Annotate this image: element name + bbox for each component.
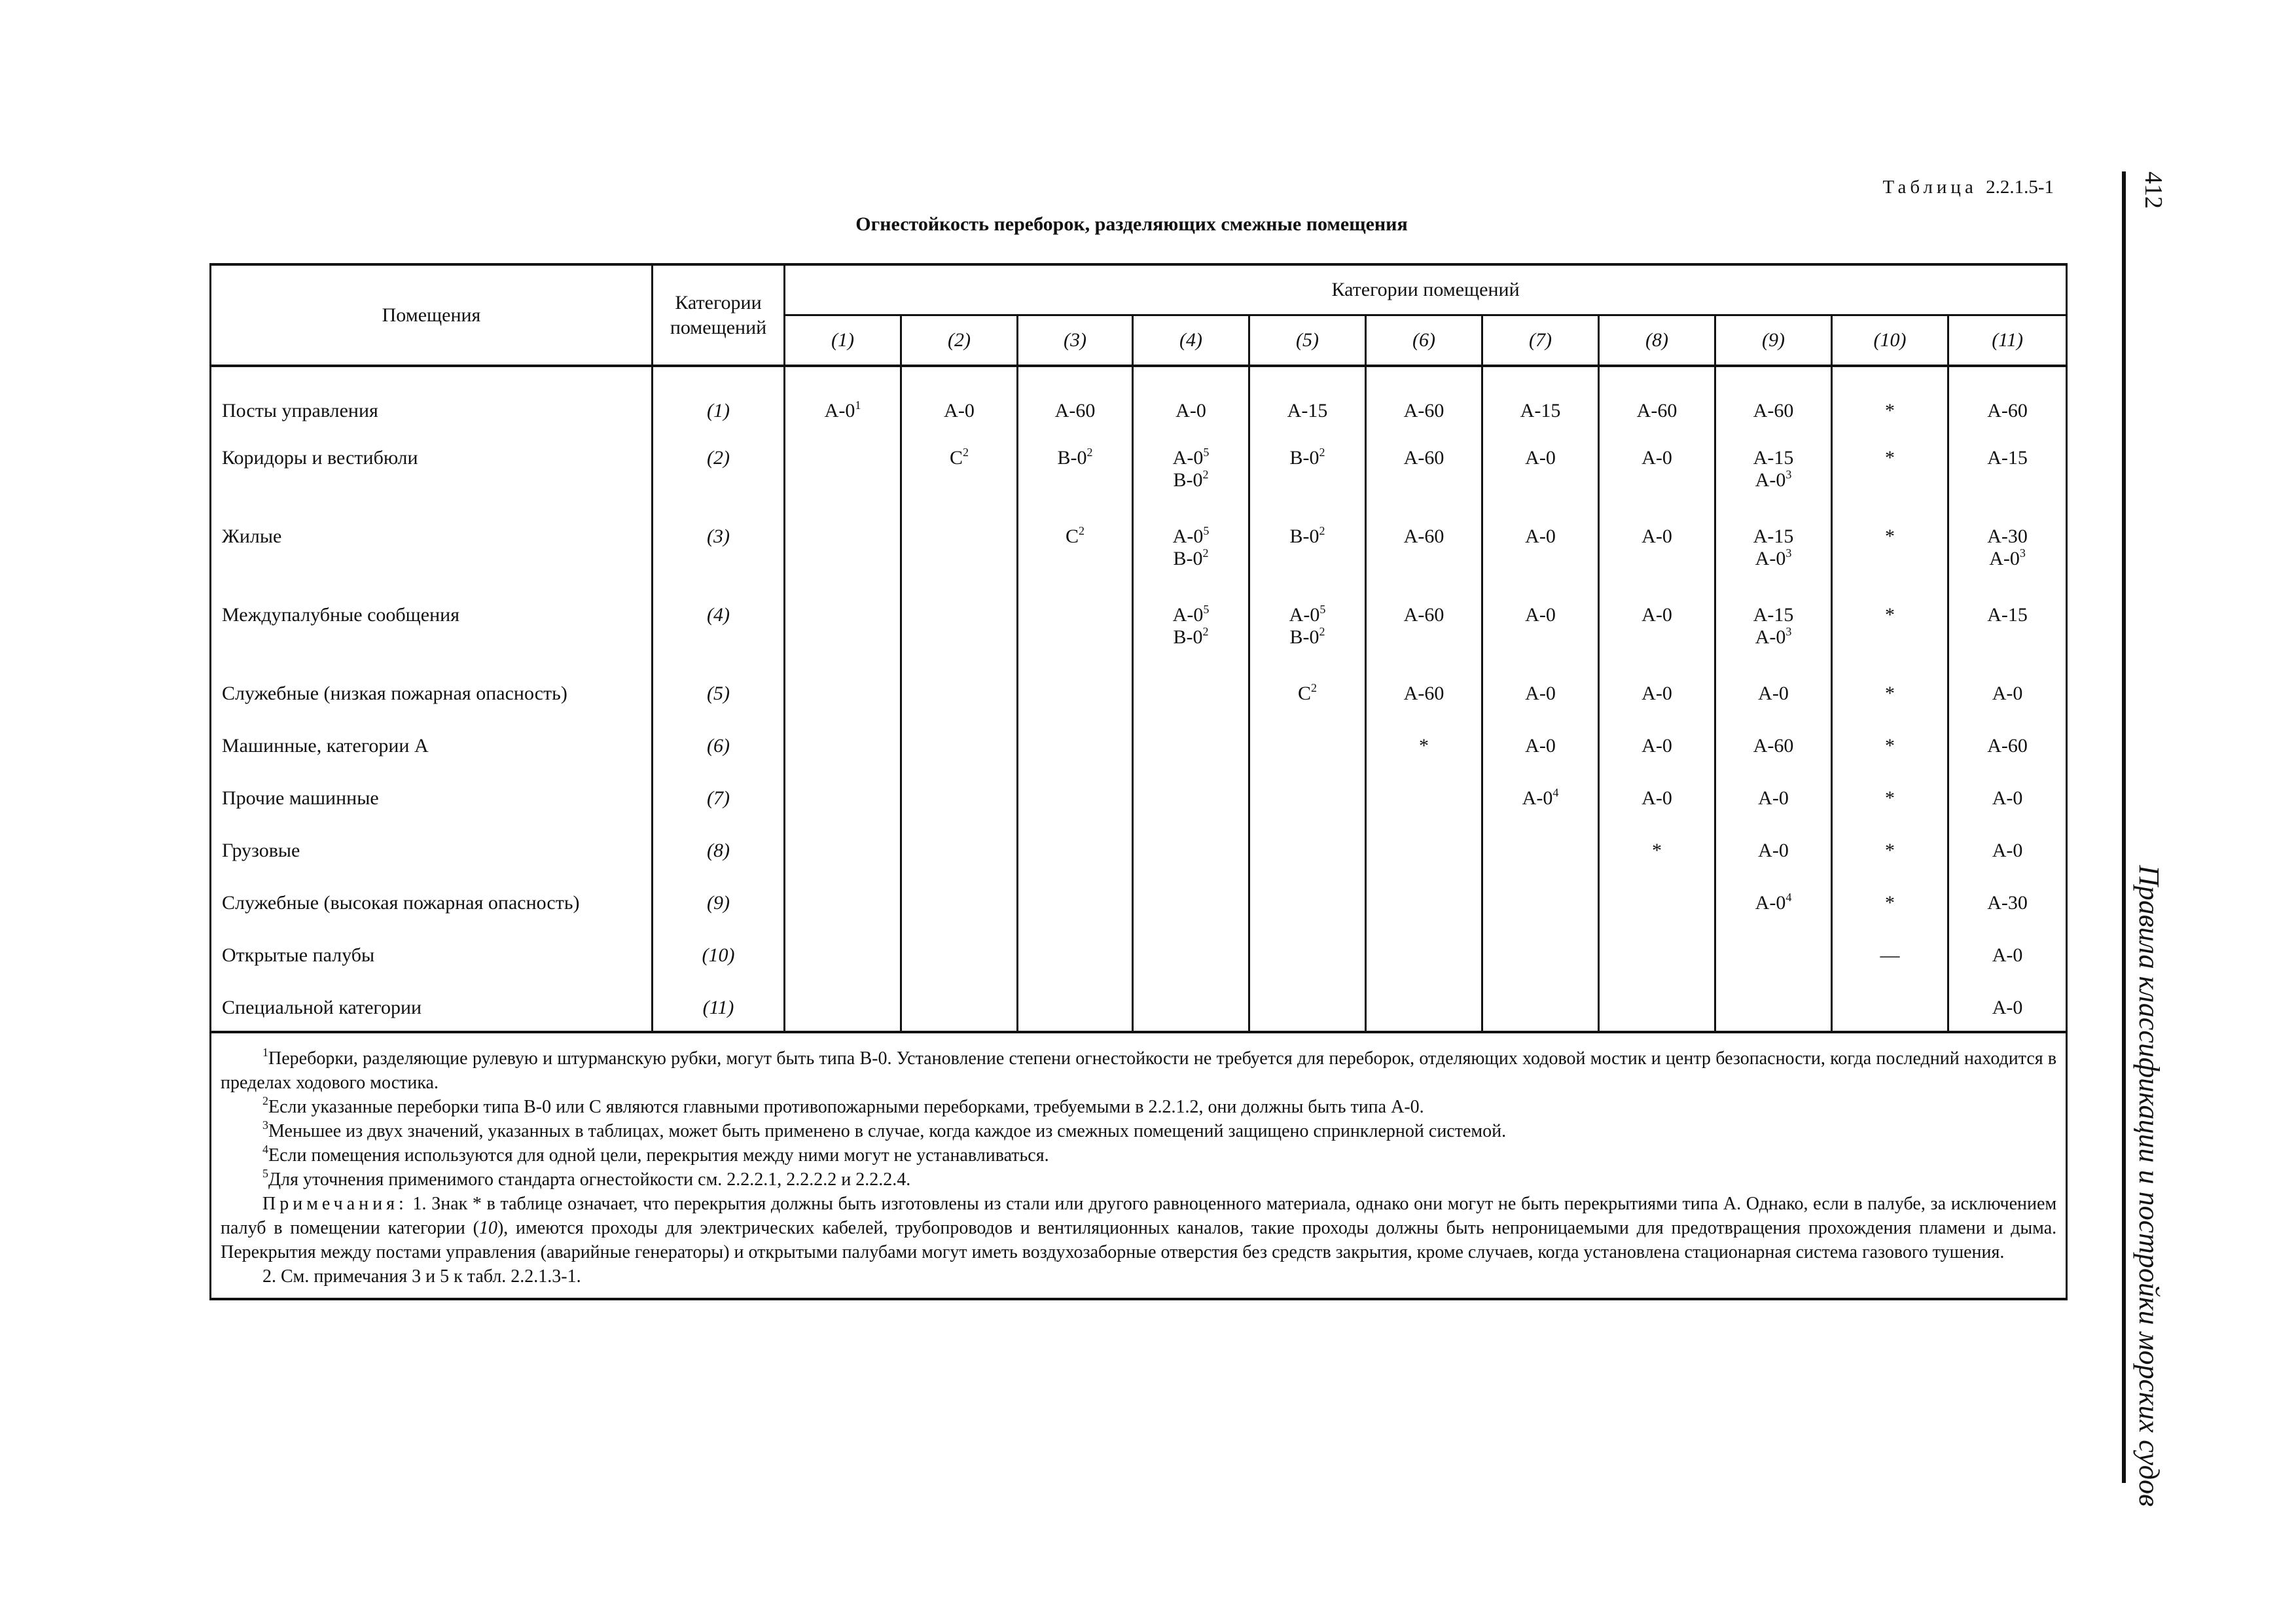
- notes-block: [211, 1032, 2067, 1299]
- fire-rating-cell: [1018, 437, 1133, 515]
- fire-rating-cell: [1599, 882, 1715, 934]
- column-header: (8): [1599, 315, 1715, 366]
- fire-rating-cell: [1249, 829, 1366, 882]
- fire-rating-cell: [1948, 934, 2067, 986]
- fire-rating-value: A-0: [1641, 735, 1672, 757]
- room-category: (8): [653, 829, 785, 882]
- fire-rating-cell: [1249, 777, 1366, 829]
- footnote-text: Если помещения используются для одной цели, перекрытия между ними могут не устанавливаться.: [268, 1145, 1049, 1166]
- fire-rating-value: A-15: [1520, 400, 1561, 421]
- fire-rating-cell: [1715, 882, 1832, 934]
- fire-rating-value: A-60: [1403, 447, 1444, 469]
- fire-rating-cell: [901, 594, 1018, 672]
- footnote-ref: 5: [1203, 603, 1210, 616]
- fire-rating-cell: [1482, 777, 1599, 829]
- fire-rating-value: A-0: [1758, 840, 1789, 861]
- fire-rating-cell: [1482, 724, 1599, 777]
- fire-rating-cell: [1133, 724, 1249, 777]
- column-header: (11): [1948, 315, 2067, 366]
- fire-rating-cell: [1715, 672, 1832, 724]
- fire-rating-value: A-0: [1525, 447, 1556, 469]
- room-name: Междупалубные сообщения: [211, 594, 653, 672]
- room-name: Служебные (высокая пожарная опасность): [211, 882, 653, 934]
- fire-rating-cell: [901, 672, 1018, 724]
- fire-rating-cell: [1599, 777, 1715, 829]
- footnote-text: Переборки, разделяющие рулевую и штурманскую рубки, могут быть типа B-0. Установление степени огнестойкости не требуется для переборок, отделяющих ходовой мостик и центр безопасности, когда последний находится в пределах ходового мостика.: [221, 1048, 2057, 1093]
- spacer-row: [211, 366, 2067, 384]
- fire-rating-cell: [1133, 829, 1249, 882]
- footnote-ref: 2: [1319, 625, 1325, 638]
- fire-rating-cell: [785, 882, 901, 934]
- fire-rating-value: *: [1885, 447, 1895, 469]
- room-category: (3): [653, 515, 785, 594]
- fire-rating-value: A-15: [1287, 400, 1328, 421]
- fire-rating-cell: [1715, 986, 1832, 1032]
- fire-rating-value: *: [1885, 787, 1895, 809]
- fire-rating-cell: [1018, 594, 1133, 672]
- footnote: [221, 1046, 2056, 1095]
- fire-rating-cell: [1366, 934, 1482, 986]
- fire-rating-cell: [785, 829, 901, 882]
- fire-rating-value-alt: B-0: [1289, 626, 1319, 648]
- fire-rating-value: A-0: [944, 400, 975, 421]
- fire-rating-cell: [1133, 594, 1249, 672]
- fire-rating-value: *: [1885, 400, 1895, 421]
- room-name: Служебные (низкая пожарная опасность): [211, 672, 653, 724]
- fire-rating-value: C: [1065, 526, 1079, 547]
- fire-rating-cell: [1832, 384, 1948, 437]
- fire-rating-cell: [785, 437, 901, 515]
- fire-rating-cell: [1249, 882, 1366, 934]
- fire-rating-value: A-0: [1641, 787, 1672, 809]
- fire-rating-cell: [1948, 882, 2067, 934]
- fire-rating-cell: [1948, 724, 2067, 777]
- table-label: [1741, 177, 2054, 198]
- room-name: Коридоры и вестибюли: [211, 437, 653, 515]
- fire-rating-value: A-0: [1175, 400, 1206, 421]
- fire-rating-value: *: [1885, 735, 1895, 757]
- fire-rating-value-alt: A-0: [1989, 548, 2020, 569]
- fire-rating-cell: [1832, 515, 1948, 594]
- fire-rating-value: A-0: [1289, 604, 1320, 626]
- footnote-ref: 3: [1785, 468, 1792, 481]
- notes-label: Примечания:: [262, 1194, 408, 1214]
- table-row: [211, 437, 2067, 515]
- fire-rating-cell: [1366, 724, 1482, 777]
- fire-rating-value: A-0: [1992, 683, 2023, 704]
- fire-rating-cell: [1249, 594, 1366, 672]
- footnote-ref: 5: [1319, 603, 1326, 616]
- fire-rating-cell: [1018, 777, 1133, 829]
- fire-rating-value: A-30: [1987, 526, 2028, 547]
- fire-rating-cell: [1948, 672, 2067, 724]
- fire-rating-cell: [1366, 986, 1482, 1032]
- footnote-number: 1: [262, 1046, 268, 1059]
- fire-rating-value: A-15: [1753, 604, 1794, 626]
- fire-rating-value: *: [1885, 604, 1895, 626]
- fire-rating-cell: [1482, 934, 1599, 986]
- note-1-after: ), имеются проходы для электрических кабелей, трубопроводов и вентиляционных каналов, такие проходы должны быть непроницаемыми для предотвращения прохождения пламени и дыма. Перекрытия между постами управления (аварийные генераторы) и открытыми палубами могут иметь воздухозаборные отверстия без средств закрытия, кроме случаев, когда установлена стационарная система газового тушения.: [221, 1218, 2057, 1262]
- fire-rating-value: A-60: [1054, 400, 1096, 421]
- header-categories-line2: помещений: [670, 316, 767, 338]
- footnote: [221, 1168, 2056, 1192]
- footnote: [221, 1143, 2056, 1168]
- fire-rating-cell: [1133, 437, 1249, 515]
- fire-rating-cell: [1249, 672, 1366, 724]
- fire-rating-cell: [1832, 594, 1948, 672]
- fire-rating-value: A-60: [1987, 735, 2028, 757]
- fire-rating-value: A-15: [1753, 447, 1794, 469]
- fire-rating-value: A-0: [1992, 840, 2023, 861]
- header-categories-span: Категории помещений: [785, 264, 2067, 315]
- note-2: 2. См. примечания 3 и 5 к табл. 2.2.1.3-1.: [262, 1266, 581, 1287]
- fire-rating-cell: [1948, 515, 2067, 594]
- header-categories: [653, 264, 785, 366]
- fire-rating-value: A-60: [1987, 400, 2028, 421]
- footnote-ref: 2: [1202, 468, 1209, 481]
- fire-rating-value: A-0: [1525, 526, 1556, 547]
- fire-rating-cell: [1249, 934, 1366, 986]
- footnote-text: Меньшее из двух значений, указанных в таблицах, может быть применено в случае, когда каждое из смежных помещений защищено спринклерной системой.: [268, 1121, 1507, 1141]
- room-name: Машинные, категории А: [211, 724, 653, 777]
- footnote-ref: 2: [1319, 446, 1325, 459]
- table-row: [211, 986, 2067, 1032]
- footnote-number: 5: [262, 1167, 268, 1180]
- fire-rating-cell: [1482, 882, 1599, 934]
- fire-rating-cell: [785, 515, 901, 594]
- fire-rating-cell: [1018, 384, 1133, 437]
- footnote-ref: 2: [1202, 625, 1209, 638]
- fire-rating-value: A-0: [1172, 447, 1204, 469]
- fire-rating-cell: [1715, 515, 1832, 594]
- fire-rating-value: C: [1297, 683, 1311, 704]
- note-1-before: 1. Знак * в таблице означает, что перекрытия должны быть изготовлены из стали или другого равноценного материала, однако они могут не быть перекрытиями типа А. Однако, если в палубе, за исключением палуб в помещении категории (: [221, 1194, 2057, 1238]
- fire-rating-cell: [1599, 515, 1715, 594]
- fire-rating-cell: [1832, 672, 1948, 724]
- fire-rating-cell: [785, 724, 901, 777]
- fire-rating-value: A-0: [1172, 604, 1204, 626]
- fire-rating-cell: [901, 934, 1018, 986]
- room-category: (10): [653, 934, 785, 986]
- fire-rating-cell: [1249, 986, 1366, 1032]
- page-number: 412: [2140, 171, 2167, 209]
- fire-rating-cell: [1018, 986, 1133, 1032]
- fire-rating-cell: [901, 777, 1018, 829]
- fire-rating-cell: [785, 672, 901, 724]
- column-header: (4): [1133, 315, 1249, 366]
- fire-resistance-table: [209, 263, 2068, 1300]
- room-category: (4): [653, 594, 785, 672]
- table-title: Огнестойкость переборок, разделяющих смежные помещения: [855, 213, 1408, 235]
- fire-rating-cell: [785, 594, 901, 672]
- fire-rating-value: C: [949, 447, 963, 469]
- fire-rating-cell: [1133, 672, 1249, 724]
- fire-rating-cell: [1599, 934, 1715, 986]
- fire-rating-cell: [1482, 437, 1599, 515]
- room-category: (5): [653, 672, 785, 724]
- fire-rating-value: A-0: [1758, 683, 1789, 704]
- fire-rating-cell: [1832, 724, 1948, 777]
- column-header: (6): [1366, 315, 1482, 366]
- fire-rating-cell: [785, 777, 901, 829]
- table-label-number: 2.2.1.5-1: [1986, 177, 2054, 198]
- fire-rating-value: A-0: [1992, 997, 2023, 1018]
- fire-rating-value: A-0: [1641, 526, 1672, 547]
- room-name: Жилые: [211, 515, 653, 594]
- fire-rating-value: A-60: [1636, 400, 1677, 421]
- fire-rating-value-alt: A-0: [1755, 469, 1786, 491]
- fire-rating-value: A-60: [1403, 683, 1444, 704]
- fire-rating-value-alt: B-0: [1173, 548, 1203, 569]
- column-header: (10): [1832, 315, 1948, 366]
- fire-rating-value: —: [1880, 944, 1900, 966]
- fire-rating-cell: [1018, 672, 1133, 724]
- fire-rating-cell: [1948, 437, 2067, 515]
- footnote-ref: 2: [1079, 524, 1085, 537]
- footnote-ref: 2: [1086, 446, 1093, 459]
- column-header: (9): [1715, 315, 1832, 366]
- fire-rating-cell: [1948, 594, 2067, 672]
- fire-rating-value: B-0: [1289, 526, 1319, 547]
- fire-rating-value: A-0: [1522, 787, 1553, 809]
- fire-rating-cell: [1599, 437, 1715, 515]
- fire-rating-value: A-0: [1992, 944, 2023, 966]
- footnote-ref: 4: [1552, 786, 1559, 799]
- footnote-ref: 4: [1785, 891, 1792, 904]
- fire-rating-cell: [1599, 384, 1715, 437]
- fire-rating-value: A-0: [1525, 604, 1556, 626]
- fire-rating-value: A-0: [1992, 787, 2023, 809]
- fire-rating-cell: [1715, 777, 1832, 829]
- room-category: (9): [653, 882, 785, 934]
- fire-rating-value: *: [1885, 840, 1895, 861]
- fire-rating-value: A-0: [824, 400, 855, 421]
- fire-rating-value: B-0: [1289, 447, 1319, 469]
- fire-rating-value: A-60: [1403, 604, 1444, 626]
- table-row: [211, 384, 2067, 437]
- fire-rating-cell: [901, 515, 1018, 594]
- fire-rating-cell: [1018, 882, 1133, 934]
- footnote-number: 3: [262, 1118, 268, 1132]
- fire-rating-cell: [1599, 672, 1715, 724]
- fire-rating-cell: [1715, 384, 1832, 437]
- fire-rating-cell: [1599, 594, 1715, 672]
- fire-rating-cell: [1832, 934, 1948, 986]
- footnote-ref: 5: [1203, 524, 1210, 537]
- fire-rating-cell: [1133, 515, 1249, 594]
- room-category: (1): [653, 384, 785, 437]
- fire-rating-cell: [1366, 437, 1482, 515]
- room-name: Грузовые: [211, 829, 653, 882]
- fire-rating-value-alt: B-0: [1173, 626, 1203, 648]
- fire-rating-cell: [1366, 672, 1482, 724]
- footnote-ref: 3: [1785, 546, 1792, 560]
- footnote-number: 2: [262, 1094, 268, 1107]
- fire-rating-cell: [1832, 829, 1948, 882]
- fire-rating-cell: [1366, 829, 1482, 882]
- fire-rating-cell: [1018, 724, 1133, 777]
- fire-rating-cell: [1832, 882, 1948, 934]
- fire-rating-cell: [1715, 829, 1832, 882]
- table-row: [211, 594, 2067, 672]
- fire-rating-cell: [901, 437, 1018, 515]
- footnote-ref: 3: [2019, 546, 2026, 560]
- header-rooms: Помещения: [211, 264, 653, 366]
- fire-rating-value: A-60: [1403, 400, 1444, 421]
- table-label-word: Таблица: [1882, 177, 1977, 198]
- room-category: (11): [653, 986, 785, 1032]
- footnote-ref: 2: [1311, 681, 1317, 694]
- fire-rating-cell: [1133, 986, 1249, 1032]
- room-name: Специальной категории: [211, 986, 653, 1032]
- running-title: Правила классификации и постройки морских судов: [2133, 865, 2165, 1507]
- table-row: [211, 724, 2067, 777]
- fire-rating-cell: [1599, 724, 1715, 777]
- fire-rating-value: A-60: [1753, 400, 1794, 421]
- fire-rating-cell: [1366, 515, 1482, 594]
- footnote: [221, 1095, 2056, 1119]
- fire-rating-cell: [1366, 882, 1482, 934]
- fire-rating-cell: [785, 384, 901, 437]
- footnote-text: Для уточнения применимого стандарта огнестойкости см. 2.2.2.1, 2.2.2.2 и 2.2.2.4.: [268, 1169, 911, 1190]
- fire-rating-cell: [1832, 777, 1948, 829]
- fire-rating-cell: [1482, 672, 1599, 724]
- fire-rating-cell: [1482, 594, 1599, 672]
- fire-rating-cell: [1249, 437, 1366, 515]
- fire-rating-cell: [901, 882, 1018, 934]
- column-header: (1): [785, 315, 901, 366]
- fire-rating-value: A-0: [1525, 683, 1556, 704]
- table-row: [211, 672, 2067, 724]
- footnote: [221, 1119, 2056, 1143]
- footnote-text: Если указанные переборки типа B-0 или C являются главными противопожарными переборками, требуемыми в 2.2.1.2, они должны быть типа A-0.: [268, 1097, 1424, 1117]
- fire-rating-value: B-0: [1057, 447, 1087, 469]
- table-row: [211, 515, 2067, 594]
- fire-rating-cell: [1832, 986, 1948, 1032]
- fire-rating-cell: [1948, 829, 2067, 882]
- fire-rating-cell: [1133, 384, 1249, 437]
- fire-rating-cell: [1832, 437, 1948, 515]
- fire-rating-cell: [1715, 724, 1832, 777]
- header-categories-line1: Категории: [675, 291, 762, 313]
- fire-rating-cell: [901, 829, 1018, 882]
- table-body: [211, 366, 2067, 1032]
- column-header: (5): [1249, 315, 1366, 366]
- table-row: [211, 829, 2067, 882]
- fire-rating-value: A-15: [1987, 447, 2028, 469]
- fire-rating-cell: [785, 986, 901, 1032]
- fire-rating-value: *: [1885, 683, 1895, 704]
- fire-rating-value: A-0: [1525, 735, 1556, 757]
- footnote-number: 4: [262, 1143, 268, 1156]
- fire-rating-cell: [1133, 777, 1249, 829]
- room-category: (6): [653, 724, 785, 777]
- column-header: (3): [1018, 315, 1133, 366]
- fire-rating-cell: [901, 384, 1018, 437]
- fire-rating-cell: [1018, 829, 1133, 882]
- fire-rating-value: *: [1885, 526, 1895, 547]
- fire-rating-value: A-0: [1641, 604, 1672, 626]
- fire-rating-cell: [1482, 829, 1599, 882]
- room-category: (7): [653, 777, 785, 829]
- fire-rating-value: A-15: [1987, 604, 2028, 626]
- fire-rating-cell: [1018, 934, 1133, 986]
- footnotes: [221, 1046, 2056, 1192]
- fire-rating-value: A-15: [1753, 526, 1794, 547]
- fire-rating-cell: [901, 986, 1018, 1032]
- table-row: [211, 882, 2067, 934]
- fire-rating-cell: [1366, 777, 1482, 829]
- note-1-italic: 10: [478, 1218, 497, 1238]
- fire-rating-value-alt: A-0: [1755, 548, 1786, 569]
- fire-rating-value: A-30: [1987, 892, 2028, 914]
- fire-rating-cell: [1599, 986, 1715, 1032]
- fire-rating-cell: [1599, 829, 1715, 882]
- table-row: [211, 934, 2067, 986]
- fire-rating-value: A-60: [1403, 526, 1444, 547]
- note-1: [221, 1192, 2056, 1264]
- footnote-ref: 1: [855, 399, 861, 412]
- fire-rating-value: A-0: [1641, 683, 1672, 704]
- fire-rating-value: *: [1885, 892, 1895, 914]
- fire-rating-value-alt: B-0: [1173, 469, 1203, 491]
- column-header: (7): [1482, 315, 1599, 366]
- fire-rating-cell: [1482, 986, 1599, 1032]
- footnote-ref: 2: [963, 446, 969, 459]
- table-row: [211, 777, 2067, 829]
- fire-rating-value-alt: A-0: [1755, 626, 1786, 648]
- fire-rating-cell: [1249, 724, 1366, 777]
- fire-rating-cell: [1249, 515, 1366, 594]
- room-category: (2): [653, 437, 785, 515]
- footnote-ref: 2: [1202, 546, 1209, 560]
- fire-rating-cell: [1715, 594, 1832, 672]
- fire-rating-cell: [1482, 515, 1599, 594]
- fire-rating-value: A-0: [1641, 447, 1672, 469]
- fire-rating-cell: [1482, 384, 1599, 437]
- fire-rating-cell: [1366, 594, 1482, 672]
- room-name: Открытые палубы: [211, 934, 653, 986]
- fire-rating-cell: [1133, 934, 1249, 986]
- fire-rating-cell: [1948, 777, 2067, 829]
- fire-rating-cell: [1715, 437, 1832, 515]
- footnote-ref: 2: [1319, 524, 1325, 537]
- fire-rating-cell: [785, 934, 901, 986]
- fire-rating-value: *: [1419, 735, 1429, 757]
- fire-rating-value: A-0: [1172, 526, 1204, 547]
- column-header: (2): [901, 315, 1018, 366]
- fire-rating-cell: [1018, 515, 1133, 594]
- fire-rating-value: A-60: [1753, 735, 1794, 757]
- fire-rating-value: A-0: [1755, 892, 1786, 914]
- room-name: Прочие машинные: [211, 777, 653, 829]
- fire-rating-cell: [1249, 384, 1366, 437]
- fire-rating-cell: [901, 724, 1018, 777]
- fire-rating-cell: [1948, 986, 2067, 1032]
- fire-rating-cell: [1366, 384, 1482, 437]
- room-name: Посты управления: [211, 384, 653, 437]
- footnote-ref: 3: [1785, 625, 1792, 638]
- fire-rating-cell: [1133, 882, 1249, 934]
- footnote-ref: 5: [1203, 446, 1210, 459]
- fire-rating-value: A-0: [1758, 787, 1789, 809]
- fire-rating-cell: [1715, 934, 1832, 986]
- fire-rating-cell: [1948, 384, 2067, 437]
- fire-rating-value: *: [1652, 840, 1662, 861]
- side-rule: [2122, 171, 2126, 1483]
